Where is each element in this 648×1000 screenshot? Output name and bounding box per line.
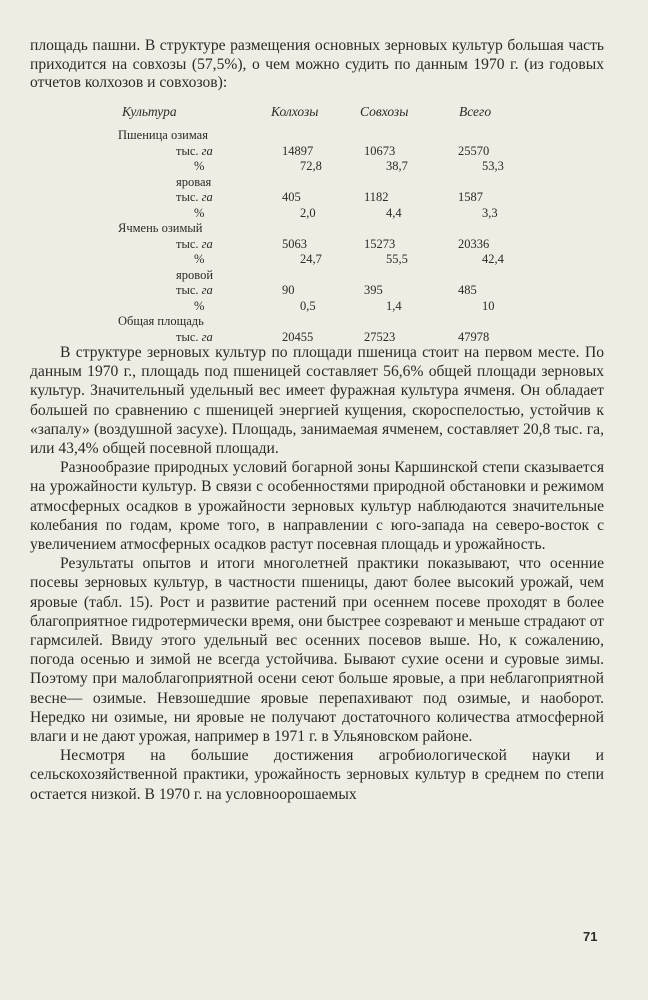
row-label: % <box>194 298 205 313</box>
book-page <box>30 0 604 1000</box>
sovkhozy-cell: 1,4 <box>386 298 402 313</box>
row-label: тыс. га <box>176 236 213 251</box>
total-cell: 1587 <box>458 190 483 204</box>
row-label: тыс. га <box>176 190 213 204</box>
unit-label: га <box>198 283 213 297</box>
crop-area-table <box>30 104 604 345</box>
unit-label: га <box>198 143 213 158</box>
kolkhozy-cell: 90 <box>282 283 295 297</box>
table-row <box>30 268 604 284</box>
row-label: % <box>194 159 205 173</box>
sovkhozy-cell: 27523 <box>364 329 396 344</box>
kolkhozy-cell: 72,8 <box>300 159 322 173</box>
unit-label: га <box>198 190 213 204</box>
total-cell: 10 <box>482 298 495 313</box>
table-row <box>30 221 604 237</box>
unit-label: га <box>198 236 213 251</box>
kolkhozy-cell: 2,0 <box>300 205 316 220</box>
row-label: % <box>194 252 205 266</box>
table-row <box>30 159 604 175</box>
total-cell: 47978 <box>458 329 490 344</box>
total-cell: 53,3 <box>482 159 504 173</box>
header-total: Всего <box>459 104 492 119</box>
total-cell: 25570 <box>458 143 490 158</box>
total-cell: 42,4 <box>482 252 504 266</box>
sovkhozy-cell: 10673 <box>364 143 396 158</box>
sovkhozy-cell: 38,7 <box>386 159 408 173</box>
kolkhozy-cell: 405 <box>282 190 301 204</box>
sovkhozy-cell: 55,5 <box>386 252 408 266</box>
table-row <box>30 206 604 222</box>
kolkhozy-cell: 20455 <box>282 329 314 344</box>
paragraph-1: В структуре зерновых культур по площади пшеница стоит на первом месте. По данным 1970 г., площадь под пшеницей составляет 56,6% общей площади зерновых культур. Значительный удельный вес имеет фуражная культура ячменя. Он обладает большей по сравнению с пшеницей энергией кущения, скороспелостью, устойчив к «запалу» (воздушной засухе). Площадь, занимаемая ячменем, составляет 20,8 тыс. га, или 43,4% общей посевной площади. <box>30 344 604 458</box>
total-cell: 3,3 <box>482 205 498 220</box>
intro-text: площадь пашни. В структуре размещения основных зерновых культур большая часть приходится на совхозы (57,5%), о чем можно судить по данным 1970 г. (из годовых отчетов колхозов и совхозов): <box>30 37 604 91</box>
sovkhozy-cell: 15273 <box>364 236 396 251</box>
row-label: яровая <box>176 174 212 189</box>
header-kolkhozy: Колхозы <box>271 104 319 119</box>
table-body <box>30 128 604 345</box>
table-row <box>30 314 604 330</box>
row-label: % <box>194 205 205 220</box>
row-label: Пшеница озимая <box>118 128 208 142</box>
table-row <box>30 283 604 299</box>
kolkhozy-cell: 24,7 <box>300 252 322 266</box>
total-cell: 485 <box>458 283 477 297</box>
table-row <box>30 144 604 160</box>
page-number: 71 <box>583 929 598 944</box>
table-row <box>30 252 604 268</box>
table-row <box>30 237 604 253</box>
table-row <box>30 190 604 206</box>
row-label: Ячмень озимый <box>118 221 203 235</box>
row-label: яровой <box>176 267 214 282</box>
row-label: Общая площадь <box>118 314 204 328</box>
sovkhozy-cell: 1182 <box>364 190 389 204</box>
kolkhozy-cell: 5063 <box>282 236 307 251</box>
kolkhozy-cell: 0,5 <box>300 298 316 313</box>
table-header <box>30 104 604 128</box>
table-row <box>30 128 604 144</box>
sovkhozy-cell: 4,4 <box>386 205 402 220</box>
paragraph-2: Разнообразие природных условий богарной зоны Каршинской степи сказывается на урожайности культур. В связи с особенностями природной обстановки и режимом атмосферных осадков в урожайности зерновых культур наблюдаются значительные колебания по годам, кроме того, в направлении с юго-запада на северо-восток с увеличением атмосферных осадков растут посевная площадь и урожайность. <box>30 459 604 554</box>
total-cell: 20336 <box>458 236 490 251</box>
body-text <box>30 343 604 804</box>
sovkhozy-cell: 395 <box>364 283 383 297</box>
paragraph-4: Несмотря на большие достижения агробиологической науки и сельскохозяйственной практики, урожайность зерновых культур в среднем по степи остается низкой. В 1970 г. на условноорошаемых <box>30 747 604 803</box>
paragraph-3: Результаты опытов и итоги многолетней практики показывают, что осенние посевы зерновых культур, в частности пшеницы, дают более высокий урожай, чем яровые (табл. 15). Рост и развитие растений при осеннем посеве проходят в более благоприятное гидротермически время, они быстрее созревают и меньше страдают от гармсилей. Ввиду этого удельный вес осенних посевов выше. Но, к сожалению, погода осенью и зимой не всегда устойчива. Бывают сухие осени и суровые зимы. Поэтому при малоблагоприятной осени сеют больше яровые, а при неблагоприятной весне— озимые. Невзошедшие яровые перепахивают под озимые, и наоборот. Нередко ни озимые, ни яровые не получают достаточного количества атмосферной влаги и не дают урожая, например в 1971 г. в Ульяновском районе. <box>30 555 604 746</box>
table-row <box>30 299 604 315</box>
header-culture: Культура <box>122 104 177 119</box>
row-label: тыс. га <box>176 329 213 344</box>
kolkhozy-cell: 14897 <box>282 143 314 158</box>
table-row <box>30 175 604 191</box>
row-label: тыс. га <box>176 283 213 297</box>
row-label: тыс. га <box>176 143 213 158</box>
intro-paragraph <box>30 37 604 93</box>
header-sovkhozy: Совхозы <box>360 104 409 119</box>
unit-label: га <box>198 329 213 344</box>
